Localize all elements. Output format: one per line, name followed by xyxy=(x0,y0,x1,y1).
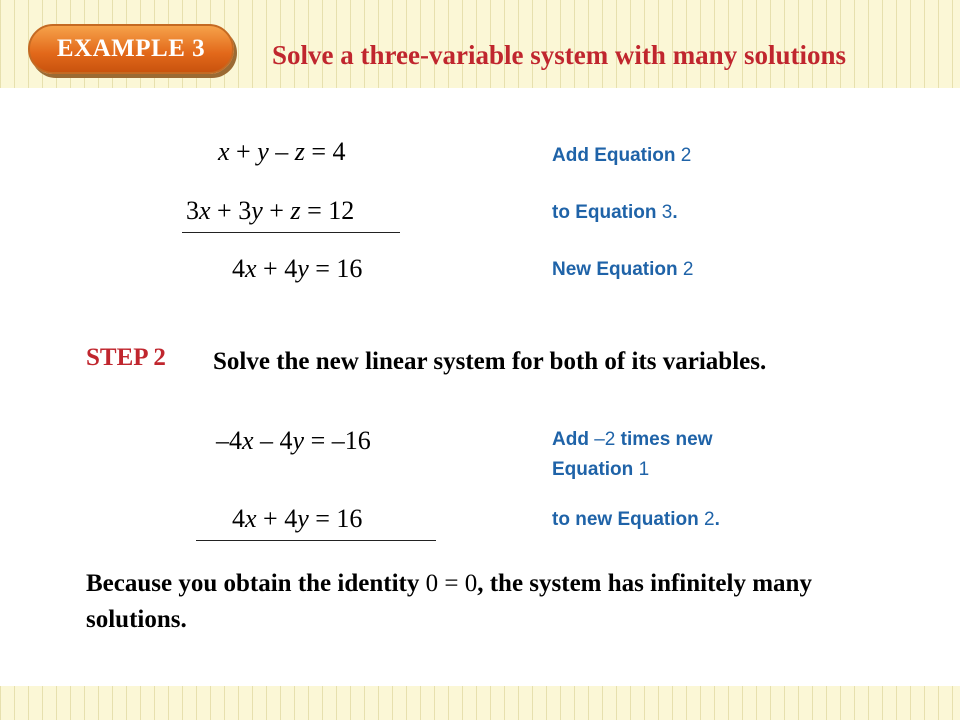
step2-equation-2 xyxy=(232,504,362,534)
eq-text: 3 xyxy=(186,196,199,225)
note-add-equation-2: Add Equation 2 xyxy=(552,145,692,166)
step-2-instruction: Solve the new linear system for both of its variables. xyxy=(213,348,767,375)
eq-text: = 4 xyxy=(304,137,346,166)
page-title: Solve a three-variable system with many solutions xyxy=(272,40,846,70)
eq-text: – xyxy=(268,137,295,166)
new-equation-2 xyxy=(232,254,362,284)
step2-equation-1 xyxy=(216,426,371,456)
footer-band xyxy=(0,686,960,720)
var-y: y xyxy=(292,426,305,455)
eq-text: + xyxy=(262,196,291,225)
var-x: x xyxy=(199,196,211,225)
eq-text: = 16 xyxy=(308,504,363,533)
note-new-equation-2: New Equation 2 xyxy=(552,259,694,280)
eq-text: + 4 xyxy=(256,504,298,533)
identity-expression: 0 = 0 xyxy=(425,570,478,597)
conclusion-text: Because you obtain the identity 0 = 0, the system has infinitely many solutions. xyxy=(86,570,812,633)
eq-text: –4 xyxy=(216,426,242,455)
sum-rule-2 xyxy=(196,540,436,541)
note-to-new-equation-2: to new Equation 2. xyxy=(552,509,720,530)
var-z: z xyxy=(290,196,301,225)
note-add-times-line-2: Equation 1 xyxy=(552,459,650,480)
eq-text: = 16 xyxy=(308,254,363,283)
eq-text: + xyxy=(229,137,258,166)
eq-text: + 3 xyxy=(210,196,252,225)
example-badge xyxy=(28,24,234,74)
equation-3 xyxy=(186,196,354,226)
eq-text: – 4 xyxy=(253,426,293,455)
step-2-label: STEP 2 xyxy=(86,344,166,371)
note-add-times-line-1: Add –2 times new xyxy=(552,429,713,450)
equation-1 xyxy=(218,137,346,167)
eq-text: = 12 xyxy=(300,196,355,225)
eq-text: = –16 xyxy=(304,426,371,455)
note-to-equation-3: to Equation 3. xyxy=(552,202,678,223)
var-z: z xyxy=(294,137,305,166)
var-x: x xyxy=(242,426,254,455)
var-x: x xyxy=(245,504,257,533)
var-x: x xyxy=(218,137,230,166)
eq-text: 4 xyxy=(232,254,245,283)
var-x: x xyxy=(245,254,257,283)
example-label: EXAMPLE 3 xyxy=(56,35,206,62)
eq-text: 4 xyxy=(232,504,245,533)
var-y: y xyxy=(297,254,309,283)
eq-text: + 4 xyxy=(256,254,298,283)
sum-rule-1 xyxy=(182,232,400,233)
var-y: y xyxy=(297,504,309,533)
var-y: y xyxy=(257,137,269,166)
var-y: y xyxy=(251,196,263,225)
